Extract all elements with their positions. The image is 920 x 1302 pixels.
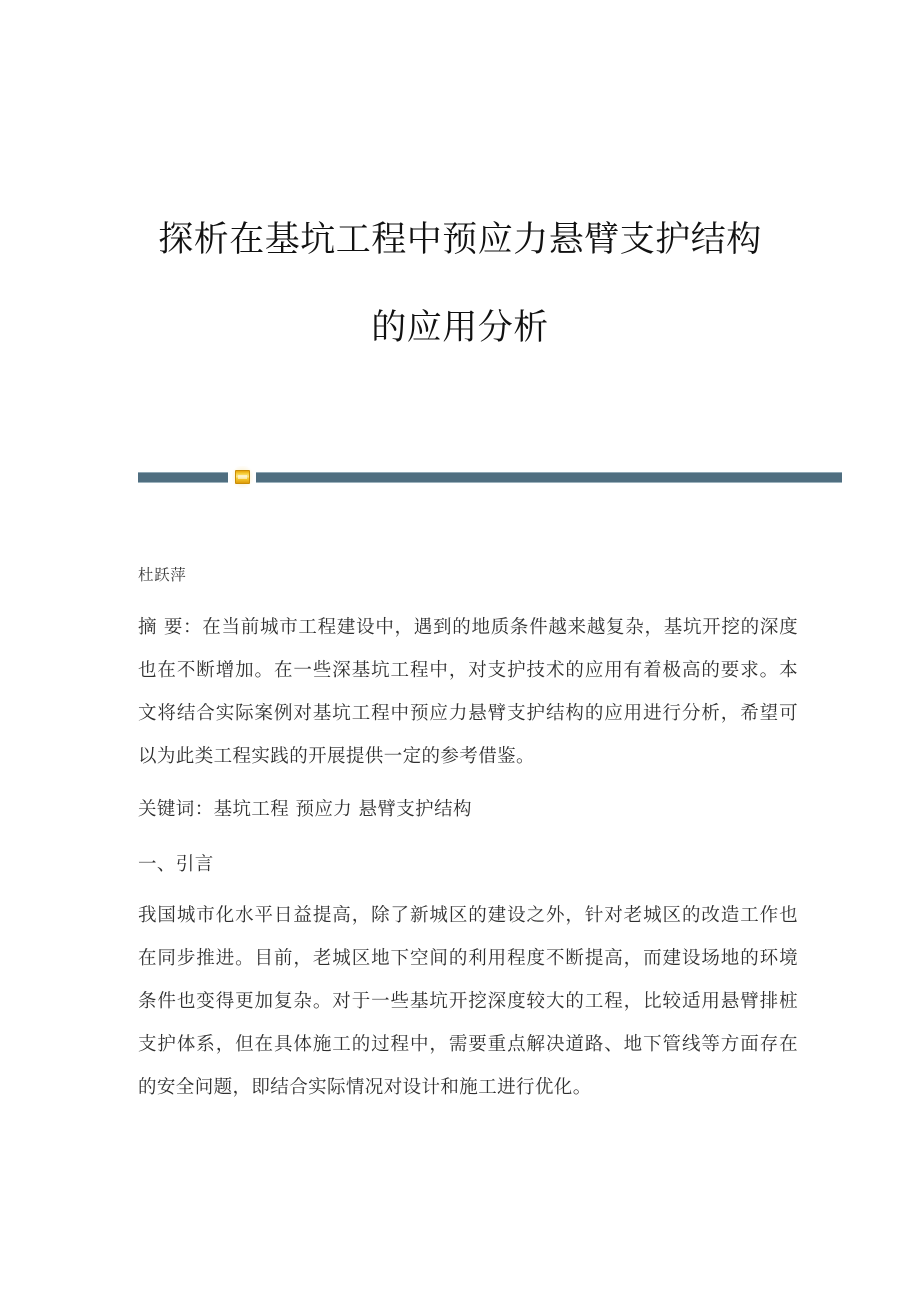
gem-shape bbox=[235, 470, 250, 484]
divider-gem-icon bbox=[232, 466, 253, 488]
title-line-1: 探析在基坑工程中预应力悬臂支护结构 bbox=[158, 220, 762, 260]
author-name: 杜跃萍 bbox=[138, 566, 187, 584]
section-heading-introduction: 一、引言 bbox=[138, 854, 214, 875]
divider-segment-left bbox=[138, 472, 228, 483]
document-body bbox=[138, 556, 798, 1117]
abstract-paragraph: 摘 要：在当前城市工程建设中，遇到的地质条件越来越复杂，基坑开挖的深度也在不断增加。在一些深基坑工程中，对支护技术的应用有着极高的要求。本文将结合实际案例对基坑工程中预应力悬臂支护结构的应用进行分析，希望可以为此类工程实践的开展提供一定的参考借鉴。 bbox=[138, 617, 798, 767]
title-line-2: 的应用分析 bbox=[371, 308, 549, 348]
title-divider bbox=[138, 466, 842, 488]
body-paragraph-1: 我国城市化水平日益提高，除了新城区的建设之外，针对老城区的改造工作也在同步推进。目前，老城区地下空间的利用程度不断提高，而建设场地的环境条件也变得更加复杂。对于一些基坑开挖深度较大的工程，比较适用悬臂排桩支护体系，但在具体施工的过程中，需要重点解决道路、地下管线等方面存在的安全问题，即结合实际情况对设计和施工进行优化。 bbox=[138, 905, 798, 1098]
page-title bbox=[0, 196, 920, 372]
keywords-line: 关键词：基坑工程 预应力 悬臂支护结构 bbox=[138, 799, 472, 820]
divider-segment-right bbox=[256, 472, 842, 483]
